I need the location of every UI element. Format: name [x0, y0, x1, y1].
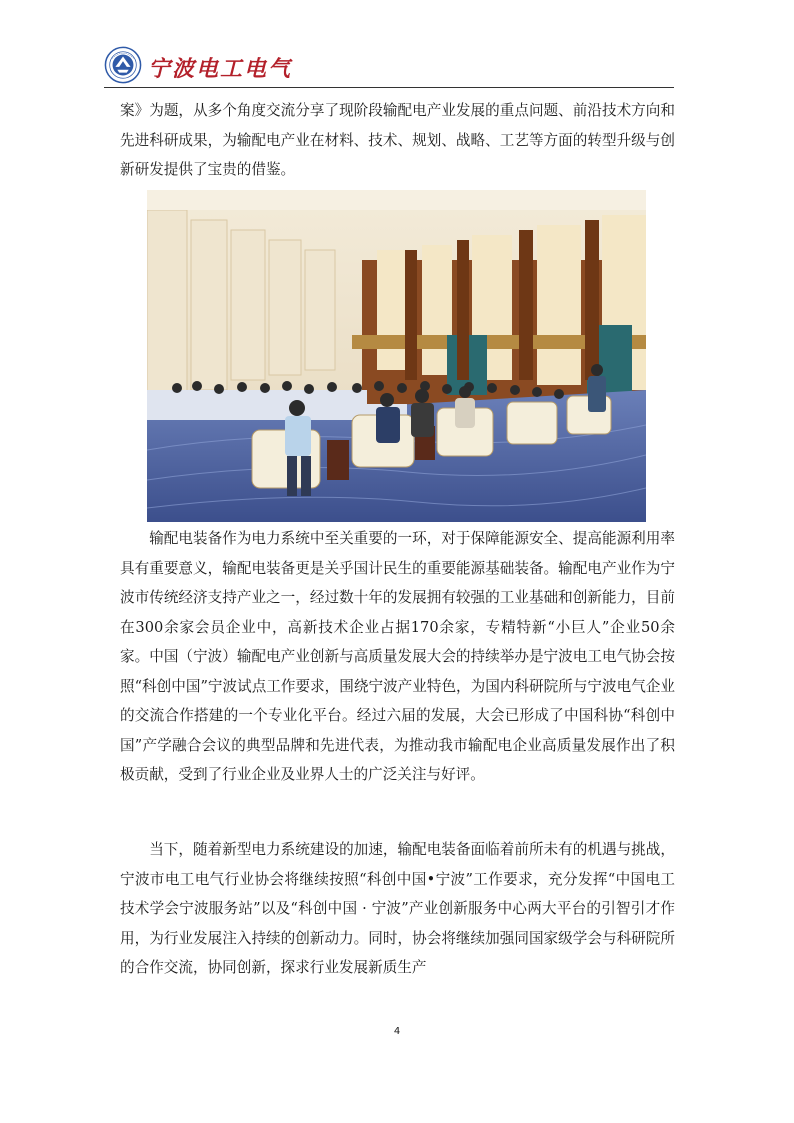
association-logo-icon: [104, 46, 142, 84]
header-divider: [104, 87, 674, 88]
page-number: 4: [393, 1026, 401, 1037]
paragraph-intro: [120, 96, 675, 185]
industry-importance-text: 输配电装备作为电力系统中至关重要的一环，对于保障能源安全、提高能源利用率具有重要意义，输配电装备更是关乎国计民生的重要能源基础装备。输配电产业作为宁波市传统经济支持产业之一，经过数十年的发展拥有较强的工业基础和创新能力，目前在300余家会员企业中，高新技术企业占据170余家，专精特新“小巨人”企业50余家。中国（宁波）输配电产业创新与高质量发展大会的持续举办是宁波电工电气协会按照“科创中国”宁波试点工作要求，围绕宁波产业特色，为国内科研院所与宁波电气企业的交流合作搭建的一个专业化平台。经过六届的发展，大会已形成了中国科协“科创中国”产学融合会议的典型品牌和先进代表，为推动我市输配电企业高质量发展作出了积极贡献，受到了行业企业及业界人士的广泛关注与好评。: [120, 530, 675, 783]
page-header: [104, 44, 674, 88]
paragraph-industry: [120, 524, 675, 790]
intro-continuation-text: 案》为题，从多个角度交流分享了现阶段输配电产业发展的重点问题、前沿技术方向和先进科研成果，为输配电产业在材料、技术、规划、战略、工艺等方面的转型升级与创新研发提供了宝贵的借鉴。: [120, 102, 675, 178]
brand-name: 宁波电工电气: [148, 56, 293, 82]
conference-hall-image: [147, 190, 646, 522]
paragraph-outlook: [120, 835, 675, 983]
conference-photo: [147, 190, 646, 522]
outlook-text: 当下，随着新型电力系统建设的加速，输配电装备面临着前所未有的机遇与挑战，宁波市电工电气行业协会将继续按照“科创中国•宁波”工作要求，充分发挥“中国电工技术学会宁波服务站”以及“科创中国 · 宁波”产业创新服务中心两大平台的引智引才作用，为行业发展注入持续的创新动力。同时，协会将继续加强同国家级学会与科研院所的合作交流，协同创新，探求行业发展新质生产: [120, 841, 675, 976]
